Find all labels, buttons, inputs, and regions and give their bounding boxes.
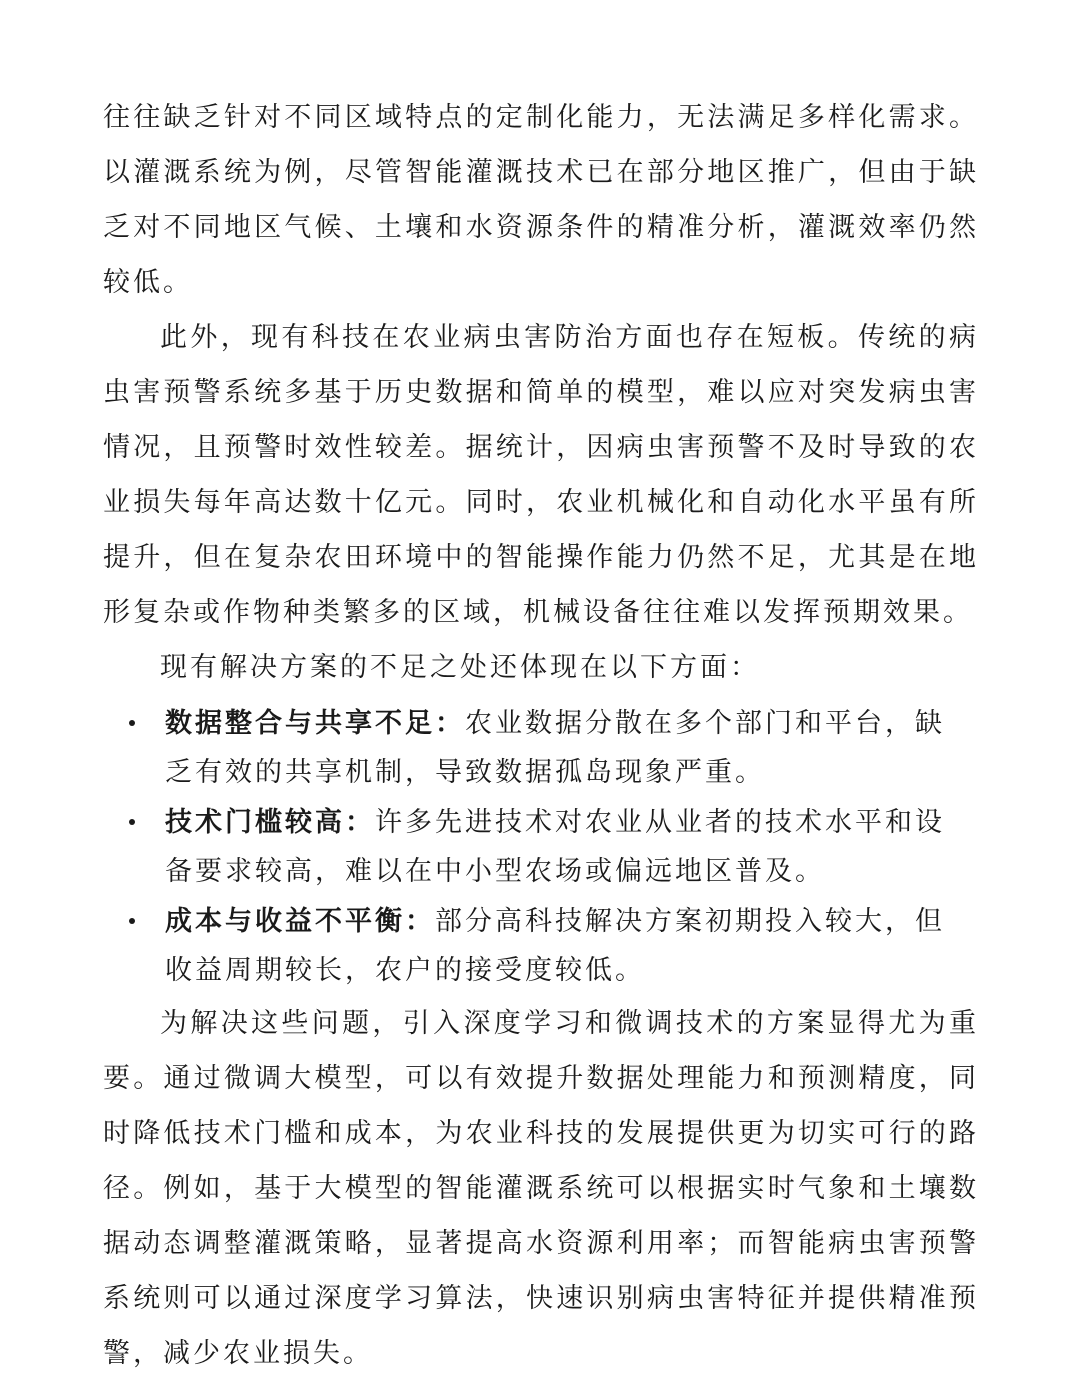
list-item-text: 许多先进技术对农业从业者的技术水平和设备要求较高，难以在中小型农场或偏远地区普及。 <box>165 807 945 887</box>
list-item-term: 成本与收益不平衡： <box>165 906 435 937</box>
list-item-term: 技术门槛较高： <box>165 807 375 838</box>
list-item <box>103 699 979 797</box>
document-page <box>103 90 979 1381</box>
bullet-icon <box>129 720 135 726</box>
paragraph-1: 往往缺乏针对不同区域特点的定制化能力，无法满足多样化需求。以灌溉系统为例，尽管智能灌溉技术已在部分地区推广，但由于缺乏对不同地区气候、土壤和水资源条件的精准分析，灌溉效率仍然较低。 <box>103 102 979 298</box>
list-item-text: 部分高科技解决方案初期投入较大，但收益周期较长，农户的接受度较低。 <box>165 906 945 986</box>
bullet-icon <box>129 819 135 825</box>
paragraph-3: 现有解决方案的不足之处还体现在以下方面： <box>160 652 760 683</box>
list-item <box>103 798 979 896</box>
paragraph-2: 此外，现有科技在农业病虫害防治方面也存在短板。传统的病虫害预警系统多基于历史数据和简单的模型，难以应对突发病虫害情况，且预警时效性较差。据统计，因病虫害预警不及时导致的农业损失每年高达数十亿元。同时，农业机械化和自动化水平虽有所提升，但在复杂农田环境中的智能操作能力仍然不足，尤其是在地形复杂或作物种类繁多的区域，机械设备往往难以发挥预期效果。 <box>103 322 979 628</box>
paragraph-4: 为解决这些问题，引入深度学习和微调技术的方案显得尤为重要。通过微调大模型，可以有效提升数据处理能力和预测精度，同时降低技术门槛和成本，为农业科技的发展提供更为切实可行的路径。例如，基于大模型的智能灌溉系统可以根据实时气象和土壤数据动态调整灌溉策略，显著提高水资源利用率；而智能病虫害预警系统则可以通过深度学习算法，快速识别病虫害特征并提供精准预警，减少农业损失。 <box>103 1008 979 1369</box>
shortcomings-list <box>103 699 979 995</box>
list-item-text: 农业数据分散在多个部门和平台，缺乏有效的共享机制，导致数据孤岛现象严重。 <box>165 708 945 788</box>
list-item <box>103 897 979 995</box>
list-item-term: 数据整合与共享不足： <box>165 708 465 739</box>
bullet-icon <box>129 918 135 924</box>
